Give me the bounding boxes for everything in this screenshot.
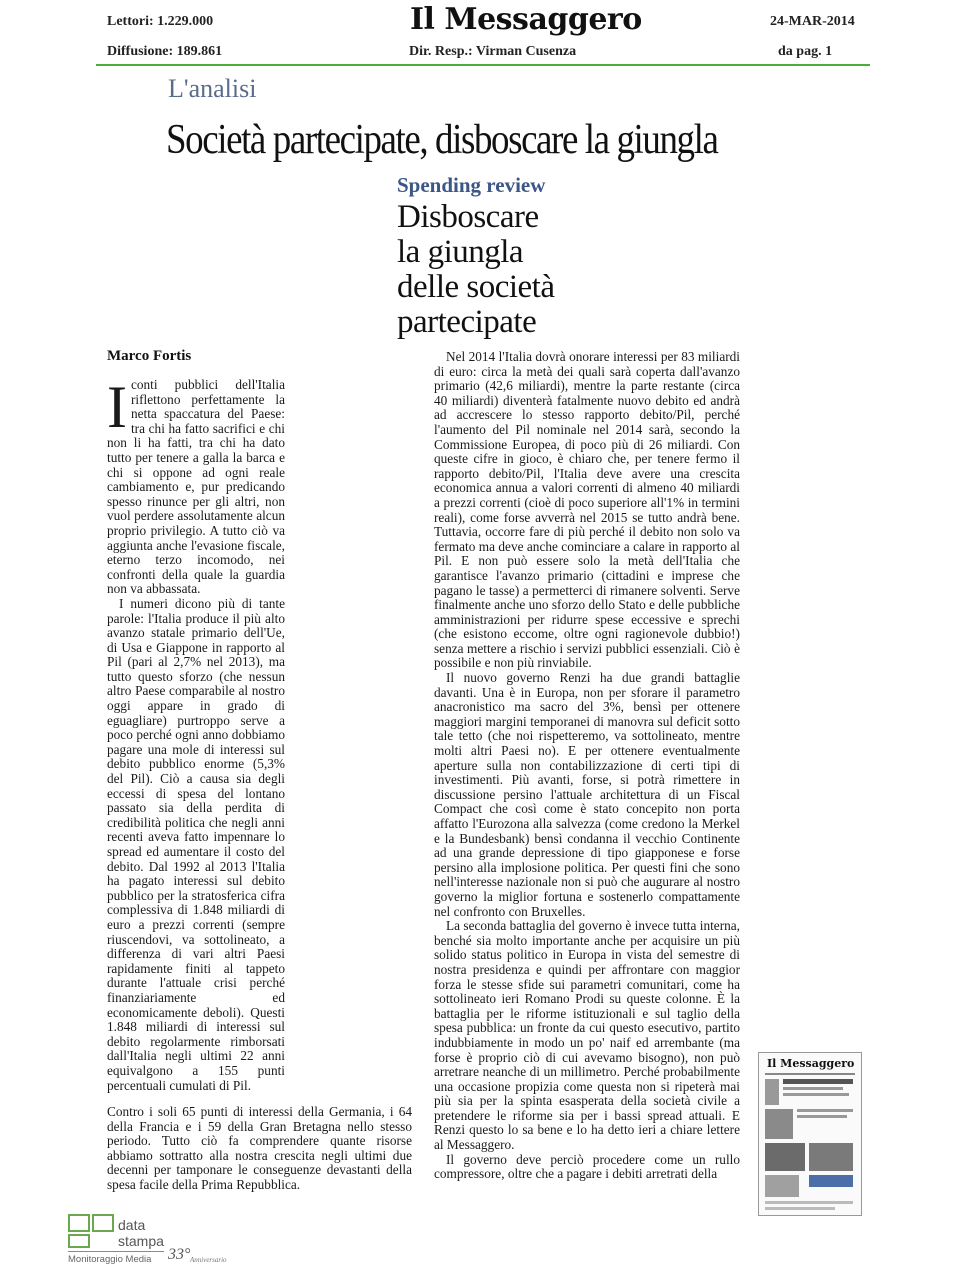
- publication-date: 24-MAR-2014: [770, 14, 855, 29]
- paragraph: La seconda battaglia del governo è invece tutta interna, benché sia molto importante anche per acquisire un più solido status politico in Europa in vista del semestre di nostra presidenza e quindi per affrontare con maggior forza le stesse sfide sui parametri comunitari, come ha sottolineato ieri Romano Prodi su queste colonne. È la battaglia per le riforme istituzionali e sul taglio della spesa pubblica: un fronte da cui questo esecutivo, partito indubbiamente in modo un po' naif ed arrembante (ma forse è proprio ciò di cui avevamo bisogno), non può arretrare neanche di un millimetro. Perché probabilmente una occasione propizia come questa non si ripeterà mai più sia per la spinta esasperata della società civile a pretendere le riforme sia per i bassi spread attuali. E Renzi questo lo sa bene e lo ha detto ieri a chiare lettere al Messaggero.: [434, 918, 740, 1153]
- thumbnail-text: [765, 1201, 853, 1204]
- thumbnail-photo: [765, 1175, 799, 1197]
- logo-word-stampa: stampa: [118, 1233, 164, 1249]
- page-reference: da pag. 1: [778, 44, 833, 59]
- paragraph: [107, 374, 285, 597]
- thumbnail-text: [783, 1093, 849, 1096]
- section-label: Spending review: [397, 173, 546, 197]
- logo-square-icon: [68, 1234, 90, 1248]
- thumbnail-sidebar: [765, 1079, 779, 1105]
- thumbnail-photo: [765, 1109, 793, 1139]
- paragraph-text: conti pubblici dell'Italia riflettono perfettamente la netta spaccatura del Paese: tra chi ha fatto sacrifici e chi non li ha fatti, tra chi ha dato tutto per tenere a galla la barca e chi si oppone ad ogni reale cambiamento e, pur predicando spesso rinunce per gli altri, non vuol perdere assolutamente alcun proprio privilegio. A tutto ciò va aggiunta anche l'evasione fiscale, eterno terzo incomodo, nei confronti della quale la guardia non va abbassata.: [107, 377, 285, 597]
- logo-subtitle: Monitoraggio Media: [68, 1254, 152, 1265]
- thumbnail-masthead: Il Messaggero: [767, 1057, 855, 1070]
- datastampa-logo: [68, 1212, 248, 1272]
- subtitle-line: partecipate: [397, 304, 537, 340]
- paragraph: I numeri dicono più di tante parole: l'Italia produce il più alto avanzo statale primario dell'Ue, di Usa e Giappone in rapporto al Pil (pari al 2,7% nel 2013), ma tutto questo sforzo (che nessun altro Paese comparabile al nostro oggi appare in grado di eguagliare) purtroppo serve a poco perché ogni anno dobbiamo pagare una mole di interessi sul debito pubblico enorme (5,3% del Pil). Ciò a causa sia degli eccessi di spesa del lontano passato sia della perdita di credibilità politica che negli anni recenti aveva fatto impennare lo spread ed aumentare il costo del debito. Dal 1992 al 2013 l'Italia ha pagato interessi sul debito pubblico per la stratosferica cifra complessiva di 1.848 miliardi di euro a prezzi correnti (sempre riuscendovi, va sottolineato, a differenza di vari altri Paesi rapidamente finiti al tappeto durante l'attuale crisi perché finanziariamente ed economicamente deboli). Questi 1.848 miliardi di interessi sul debito regolarmente rimborsati dall'Italia negli ultimi 22 anni equivalgono a 155 punti percentuali cumulati di Pil.: [107, 595, 285, 1093]
- paragraph: Contro i soli 65 punti di interessi della Germania, i 64 della Francia e i 59 della Gran Bretagna nello stesso periodo. Tutto ciò fa comprendere quante risorse abbiamo sottratto alla nostra crescita negli ultimi due decenni per tamponare le conseguenze devastanti della spesa facile della Prima Repubblica.: [107, 1104, 412, 1192]
- logo-divider: [68, 1251, 164, 1252]
- anniversary-label: Anniversario: [190, 1256, 227, 1264]
- paragraph: Nel 2014 l'Italia dovrà onorare interessi per 83 miliardi di euro: circa la metà dei quali sarà coperta dall'avanzo primario (42,6 miliardi), mentre la parte restante (circa 40 miliardi) diventerà fatalmente nuovo debito ed andrà ad accrescere lo stesso rapporto debito/Pil, perché l'aumento del Pil nominale nel 2014 sarà, secondo la Commissione Europea, di poco più di 26 miliardi. Con queste cifre in gioco, è chiaro che, per tenere fermo il rapporto debito/Pil, l'Italia deve avere una crescita economica annua a valori correnti di almeno 40 miliardi a prezzi correnti (cioè di poco superiore all'1% in termini reali), come forse avverrà nel 2015 se tutto andrà bene. Tuttavia, occorre fare di più perché il debito non solo va fermato ma deve anche cominciare a calare in rapporto al Pil. E non può essere solo la metà dell'Italia che garantisce l'avanzo primario (cittadini e imprese che pagano le tasse) a permetterci di rimanere solventi. Serve finalmente anche uno sforzo dello Stato e delle pubbliche amministrazioni per ridurre spese eccessive e sprechi (che esistono eccome, oltre ogni ragionevole dubbio!) senza mettere a rischio i servizi pubblici essenziali. Ciò è possibile e non più rinviabile.: [434, 349, 740, 671]
- thumbnail-rule: [765, 1073, 855, 1075]
- thumbnail-text: [797, 1109, 853, 1112]
- thumbnail-ad: [809, 1175, 853, 1187]
- paragraph: Il nuovo governo Renzi ha due grandi battaglie davanti. Una è in Europa, non per sforare il parametro anacronistico ma sacro del 3%, bensì per ottenere maggiori margini temporanei di manovra sul deficit sotto tale tetto (che noi rispetteremo, va sottolineato, mentre molti altri Paesi no). E per ottenere eventualmente aperture sulla non contabilizzazione di certi tipi di investimenti. Più avanti, forse, si potrà rimettere in discussione persino l'attuale architettura di un Fiscal Compact che così come è stato concepito non porta affatto l'Eurozona alla salvezza (come credono la Merkel e la Bundesbank) bensì condanna il vecchio Continente ad una grande depressione di tipo giapponese e forse persino alla implosione politica. Per questi fini che sono nell'interesse nazionale non si può che augurare al nostro governo la miglior fortuna e sostenerlo compattamente nel confronto con Bruxelles.: [434, 670, 740, 919]
- drop-cap: I: [107, 374, 127, 440]
- subtitle-line: delle società: [397, 269, 555, 305]
- header-divider: [96, 64, 870, 66]
- left-column: [107, 374, 285, 1093]
- article-subtitle: [397, 200, 697, 340]
- logo-square-icon: [92, 1214, 114, 1232]
- readers-count: Lettori: 1.229.000: [107, 14, 214, 29]
- newspaper-masthead: Il Messaggero: [410, 2, 642, 37]
- left-bottom-column: [107, 1105, 412, 1193]
- thumbnail-photo: [809, 1143, 853, 1171]
- thumbnail-text: [783, 1087, 843, 1090]
- thumbnail-headline: [783, 1079, 853, 1084]
- paragraph: Il governo deve perciò procedere come un rullo compressore, oltre che a pagare i debiti arretrati della: [434, 1151, 740, 1182]
- author-byline: Marco Fortis: [107, 348, 192, 364]
- thumbnail-text: [765, 1207, 835, 1210]
- thumbnail-text: [797, 1115, 847, 1118]
- director-line: Dir. Resp.: Virman Cusenza: [409, 44, 577, 59]
- diffusion-count: Diffusione: 189.861: [107, 44, 223, 59]
- thumbnail-photo: [765, 1143, 805, 1171]
- article-title: Società partecipate, disboscare la giungla: [166, 117, 718, 163]
- anniversary-number: 33°: [168, 1246, 191, 1263]
- logo-square-icon: [68, 1214, 90, 1232]
- right-column: [434, 350, 740, 1182]
- subtitle-line: la giungla: [397, 234, 524, 270]
- logo-word-data: data: [118, 1217, 146, 1233]
- front-page-thumbnail: [758, 1052, 862, 1216]
- article-kicker: L'analisi: [168, 74, 257, 103]
- subtitle-line: Disboscare: [397, 199, 539, 235]
